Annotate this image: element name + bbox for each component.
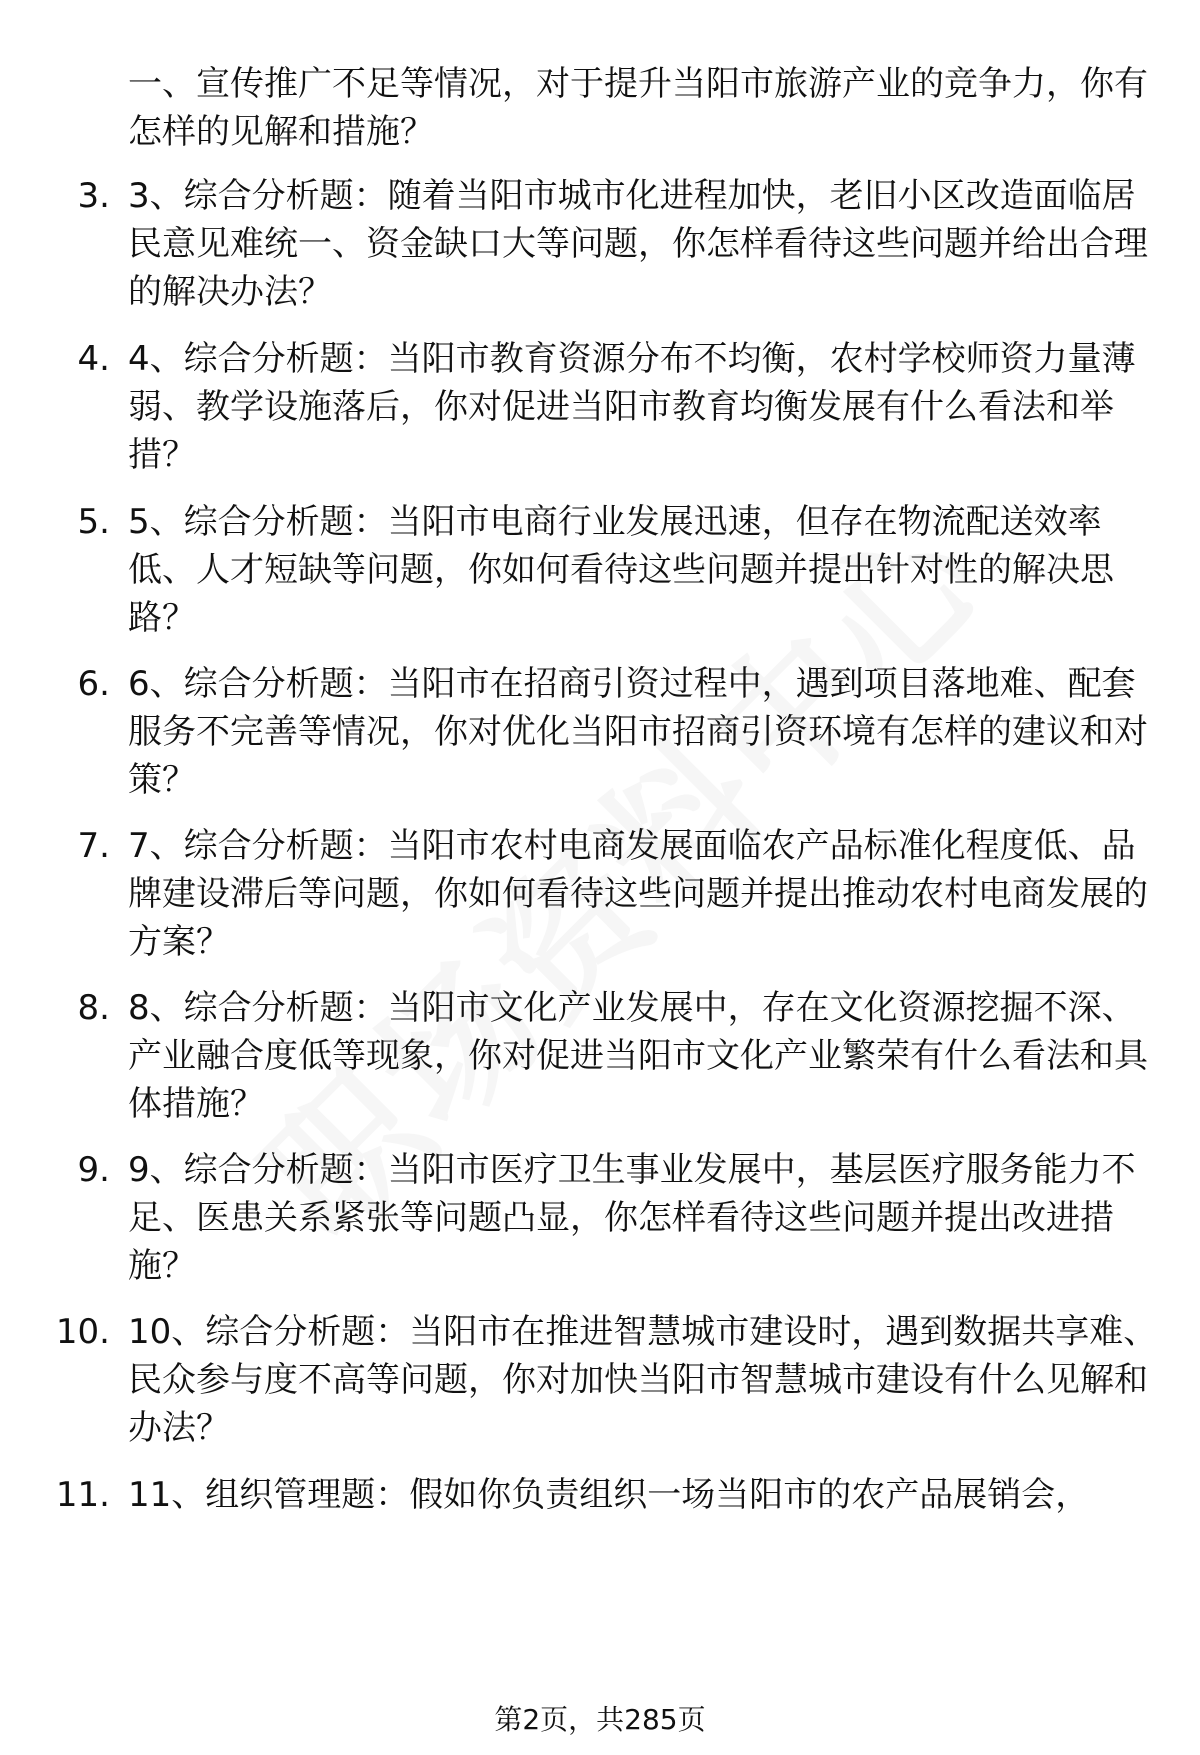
continued-paragraph: 一、宣传推广不足等情况，对于提升当阳市旅游产业的竞争力，你有怎样的见解和措施？ bbox=[128, 64, 1148, 152]
item-text: 5、综合分析题：当阳市电商行业发展迅速，但存在物流配送效率低、人才短缺等问题，你如何看待这些问题并提出针对性的解决思路？ bbox=[128, 502, 1114, 638]
item-text: 10、综合分析题：当阳市在推进智慧城市建设时，遇到数据共享难、民众参与度不高等问题，你对加快当阳市智慧城市建设有什么见解和办法？ bbox=[128, 1312, 1158, 1448]
item-text: 6、综合分析题：当阳市在招商引资过程中，遇到项目落地难、配套服务不完善等情况，你对优化当阳市招商引资环境有怎样的建议和对策？ bbox=[128, 664, 1148, 800]
item-text: 7、综合分析题：当阳市农村电商发展面临农产品标准化程度低、品牌建设滞后等问题，你如何看待这些问题并提出推动农村电商发展的方案？ bbox=[128, 826, 1148, 962]
item-number: 7. bbox=[77, 826, 110, 866]
item-number: 8. bbox=[77, 988, 110, 1028]
item-text: 3、综合分析题：随着当阳市城市化进程加快，老旧小区改造面临居民意见难统一、资金缺口大等问题，你怎样看待这些问题并给出合理的解决办法？ bbox=[128, 176, 1148, 312]
item-number: 11. bbox=[55, 1475, 110, 1515]
item-text: 4、综合分析题：当阳市教育资源分布不均衡，农村学校师资力量薄弱、教学设施落后，你对促进当阳市教育均衡发展有什么看法和举措？ bbox=[128, 339, 1136, 475]
item-text: 11、组织管理题：假如你负责组织一场当阳市的农产品展销会， bbox=[128, 1475, 1090, 1515]
item-text: 9、综合分析题：当阳市医疗卫生事业发展中，基层医疗服务能力不足、医患关系紧张等问题凸显，你怎样看待这些问题并提出改进措施？ bbox=[128, 1150, 1136, 1286]
item-number: 3. bbox=[77, 176, 110, 216]
item-number: 9. bbox=[77, 1150, 110, 1190]
item-number: 5. bbox=[77, 502, 110, 542]
item-number: 10. bbox=[55, 1312, 110, 1352]
item-number: 6. bbox=[77, 664, 110, 704]
page-footer: 第2页，共285页 bbox=[494, 1703, 706, 1736]
item-text: 8、综合分析题：当阳市文化产业发展中，存在文化资源挖掘不深、产业融合度低等现象，你对促进当阳市文化产业繁荣有什么看法和具体措施？ bbox=[128, 988, 1148, 1124]
item-number: 4. bbox=[77, 339, 110, 379]
